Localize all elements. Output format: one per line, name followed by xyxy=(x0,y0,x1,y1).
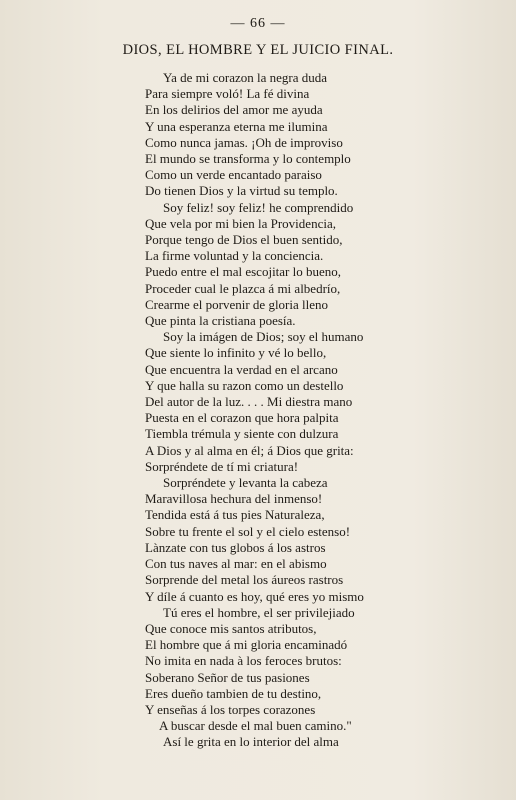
poem-line: Que siente lo infinito y vé lo bello, xyxy=(145,345,327,361)
poem-line: No imita en nada à los feroces brutos: xyxy=(145,653,342,669)
poem-line: Puedo entre el mal escojitar lo bueno, xyxy=(145,264,342,280)
poem-line: Y díle á cuanto es hoy, qué eres yo mismo xyxy=(145,588,364,604)
poem-line: Maravillosa hechura del inmenso! xyxy=(145,491,323,507)
poem-line: A buscar desde el mal buen camino." xyxy=(159,718,352,734)
poem-line: Eres dueño tambien de tu destino, xyxy=(145,685,322,701)
poem-line: El mundo se transforma y lo contemplo xyxy=(145,151,351,167)
poem-line: Soy feliz! soy feliz! he comprendido xyxy=(163,199,354,215)
poem-line: Tú eres el hombre, el ser privilejiado xyxy=(163,604,355,620)
poem-line: Do tienen Dios y la virtud su templo. xyxy=(145,183,338,199)
poem-line: Soy la imágen de Dios; soy el humano xyxy=(163,329,364,345)
poem-line: Sorpréndete de tí mi criatura! xyxy=(145,458,299,474)
poem-line: Que encuentra la verdad en el arcano xyxy=(145,361,338,377)
poem-line: Para siempre voló! La fé divina xyxy=(145,86,310,102)
poem-line: Crearme el porvenir de gloria lleno xyxy=(145,296,329,312)
poem-line: Que vela por mi bien la Providencia, xyxy=(145,215,336,231)
poem-line: Sorpréndete y levanta la cabeza xyxy=(163,475,328,491)
poem-line: Así le grita en lo interior del alma xyxy=(163,734,339,750)
poem-line: Proceder cual le plazca á mi albedrío, xyxy=(145,280,341,296)
poem-line: Del autor de la luz. . . . Mi diestra mano xyxy=(145,394,353,410)
poem-line: Que conoce mis santos atributos, xyxy=(145,620,317,636)
poem-line: Soberano Señor de tus pasiones xyxy=(145,669,310,685)
page-number: — 66 — xyxy=(230,16,286,31)
poem-line: Sobre tu frente el sol y el cielo estenso! xyxy=(145,523,351,539)
poem-line: Ya de mi corazon la negra duda xyxy=(163,70,328,85)
poem-line: La firme voluntad y la conciencia. xyxy=(145,248,324,264)
poem-line: El hombre que á mi gloria encaminadó xyxy=(145,637,348,653)
poem-line: Como nunca jamas. ¡Oh de improviso xyxy=(145,134,343,150)
poem-line: Y que halla su razon como un destello xyxy=(145,377,344,393)
poem-line: Con tus naves al mar: en el abismo xyxy=(145,556,327,572)
poem-line: Porque tengo de Dios el buen sentido, xyxy=(145,232,343,248)
poem-line: Sorprende del metal los áureos rastros xyxy=(145,572,344,588)
poem-body xyxy=(145,70,445,751)
poem-line: Tendida está á tus pies Naturaleza, xyxy=(145,507,325,523)
poem-line: En los delirios del amor me ayuda xyxy=(145,102,323,118)
poem-line: Como un verde encantado paraiso xyxy=(145,167,322,183)
poem-line: Puesta en el corazon que hora palpita xyxy=(145,410,339,426)
poem-line: Y una esperanza eterna me ilumina xyxy=(145,118,328,134)
poem-line: Que pinta la cristiana poesía. xyxy=(145,313,296,329)
poem-line: Tiembla trémula y siente con dulzura xyxy=(145,426,339,442)
poem-line: Y enseñas á los torpes corazones xyxy=(145,701,316,717)
poem-line: Lànzate con tus globos á los astros xyxy=(145,539,326,555)
poem-line: A Dios y al alma en él; á Dios que grita: xyxy=(145,442,354,458)
poem-title: DIOS, EL HOMBRE Y EL JUICIO FINAL. xyxy=(122,42,394,58)
